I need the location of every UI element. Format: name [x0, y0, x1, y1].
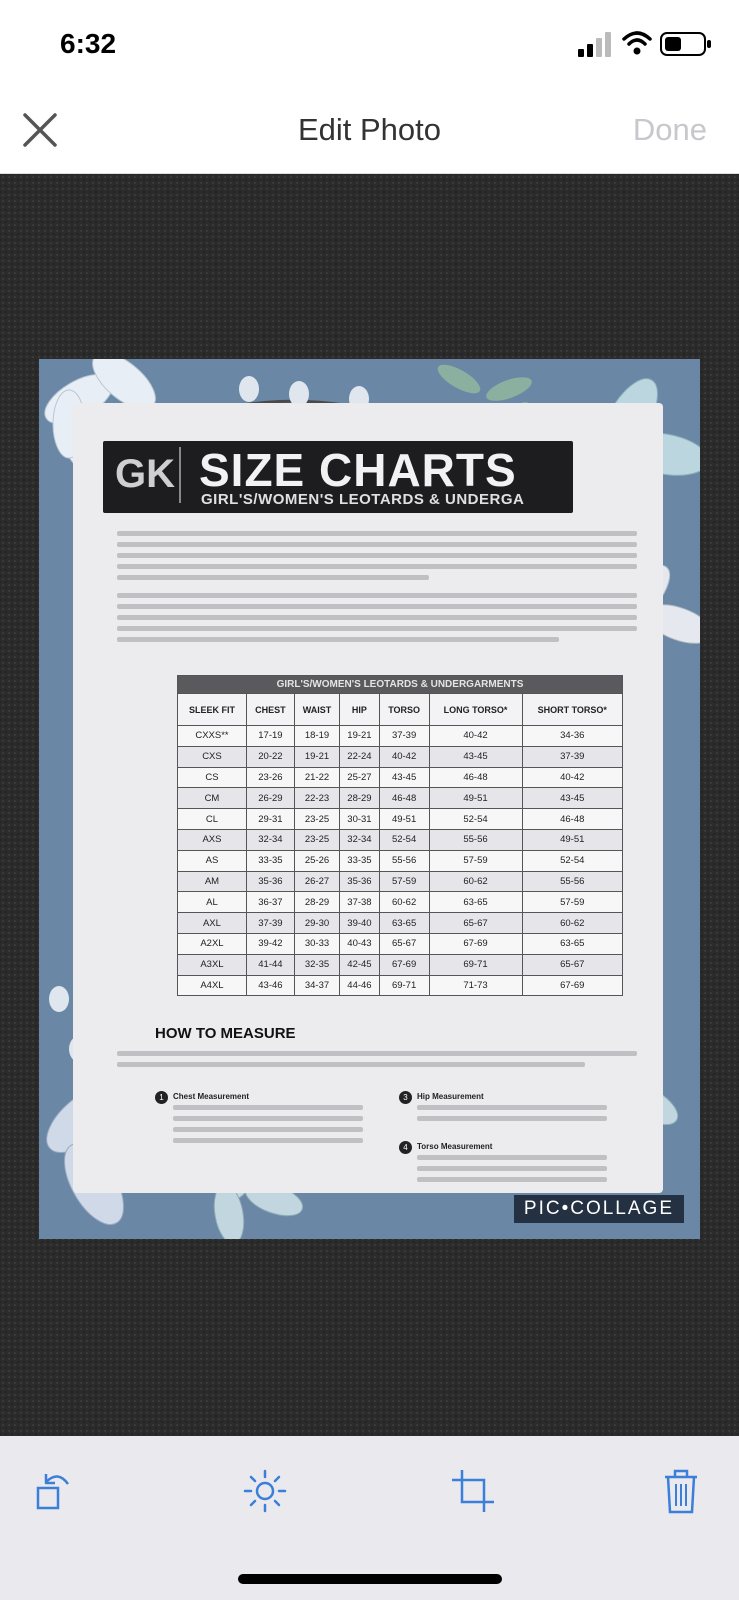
table-cell: 20-22 [246, 746, 294, 767]
table-cell: 43-45 [429, 746, 522, 767]
table-cell: CS [178, 767, 247, 788]
table-cell: 69-71 [379, 975, 429, 996]
table-cell: 36-37 [246, 892, 294, 913]
how-to-measure-title: HOW TO MEASURE [155, 1025, 296, 1042]
table-cell: AM [178, 871, 247, 892]
step-number: 4 [399, 1141, 412, 1154]
table-cell: 25-27 [340, 767, 380, 788]
instructions-paragraph [117, 593, 637, 648]
nav-bar [0, 88, 739, 174]
table-cell: 17-19 [246, 726, 294, 747]
table-cell: 46-48 [429, 767, 522, 788]
table-cell: 22-23 [294, 788, 339, 809]
table-row [178, 850, 623, 871]
table-cell: CM [178, 788, 247, 809]
step-number: 3 [399, 1091, 412, 1104]
table-cell: 63-65 [379, 913, 429, 934]
table-cell: 29-30 [294, 913, 339, 934]
table-cell: 65-67 [522, 954, 623, 975]
table-cell: 35-36 [246, 871, 294, 892]
hip-measurement-label: Hip Measurement [417, 1092, 484, 1101]
table-cell: AS [178, 850, 247, 871]
size-chart-body [178, 726, 623, 996]
table-cell: 57-59 [429, 850, 522, 871]
table-cell: 22-24 [340, 746, 380, 767]
col-header: TORSO [379, 694, 429, 726]
table-cell: 69-71 [429, 954, 522, 975]
home-indicator[interactable] [238, 1574, 502, 1584]
table-row [178, 809, 623, 830]
col-header: LONG TORSO* [429, 694, 522, 726]
table-cell: 23-25 [294, 809, 339, 830]
page-title: Edit Photo [297, 112, 442, 147]
table-cell: 28-29 [294, 892, 339, 913]
table-row [178, 767, 623, 788]
table-cell: 65-67 [379, 933, 429, 954]
table-cell: 41-44 [246, 954, 294, 975]
table-cell: 60-62 [429, 871, 522, 892]
status-bar [0, 0, 739, 88]
col-header: WAIST [294, 694, 339, 726]
table-cell: 44-46 [340, 975, 380, 996]
table-cell: 33-35 [340, 850, 380, 871]
table-row [178, 788, 623, 809]
table-cell: 65-67 [429, 913, 522, 934]
chest-paragraph [173, 1105, 363, 1149]
step-number: 1 [155, 1091, 168, 1104]
table-cell: 19-21 [340, 726, 380, 747]
done-button[interactable]: Done [632, 112, 707, 147]
table-cell: 30-33 [294, 933, 339, 954]
table-cell: 52-54 [429, 809, 522, 830]
table-cell: 43-46 [246, 975, 294, 996]
table-row [178, 913, 623, 934]
how-to-paragraph [117, 1051, 637, 1073]
brand-logo: GK [111, 447, 181, 503]
table-cell: 35-36 [340, 871, 380, 892]
table-row [178, 933, 623, 954]
table-cell: 30-31 [340, 809, 380, 830]
table-cell: 57-59 [379, 871, 429, 892]
size-chart-document [73, 403, 663, 1193]
photo-canvas [0, 174, 739, 1436]
table-cell: 39-40 [340, 913, 380, 934]
table-cell: 43-45 [522, 788, 623, 809]
table-cell: CXS [178, 746, 247, 767]
table-cell: 40-42 [522, 767, 623, 788]
table-cell: 26-27 [294, 871, 339, 892]
table-cell: 52-54 [522, 850, 623, 871]
table-cell: 32-34 [340, 829, 380, 850]
table-cell: 37-39 [246, 913, 294, 934]
table-cell: 42-45 [340, 954, 380, 975]
crop-icon[interactable] [448, 1466, 498, 1516]
table-cell: 32-34 [246, 829, 294, 850]
table-cell: 55-56 [379, 850, 429, 871]
table-cell: 37-39 [522, 746, 623, 767]
table-cell: 60-62 [379, 892, 429, 913]
table-row [178, 746, 623, 767]
table-cell: 37-38 [340, 892, 380, 913]
table-row [178, 726, 623, 747]
status-time: 6:32 [60, 28, 117, 59]
table-row [178, 871, 623, 892]
table-cell: AL [178, 892, 247, 913]
table-cell: 23-25 [294, 829, 339, 850]
table-cell: 49-51 [379, 809, 429, 830]
table-cell: 55-56 [429, 829, 522, 850]
table-cell: 19-21 [294, 746, 339, 767]
torso-paragraph [417, 1155, 607, 1188]
intro-paragraph [117, 531, 637, 586]
col-header: SLEEK FIT [178, 694, 247, 726]
table-cell: A2XL [178, 933, 247, 954]
table-cell: 46-48 [522, 809, 623, 830]
torso-measurement-label: Torso Measurement [417, 1142, 493, 1151]
table-row [178, 892, 623, 913]
table-cell: 18-19 [294, 726, 339, 747]
table-cell: 28-29 [340, 788, 380, 809]
banner-subtitle: GIRL'S/WOMEN'S LEOTARDS & UNDERGA [201, 491, 525, 508]
size-chart-banner [103, 441, 573, 513]
table-cell: 34-37 [294, 975, 339, 996]
table-cell: 67-69 [522, 975, 623, 996]
table-cell: AXS [178, 829, 247, 850]
table-cell: 26-29 [246, 788, 294, 809]
table-row [178, 975, 623, 996]
col-header: CHEST [246, 694, 294, 726]
chest-measurement-label: Chest Measurement [173, 1092, 250, 1101]
table-cell: 23-26 [246, 767, 294, 788]
brightness-icon[interactable] [240, 1466, 290, 1516]
table-cell: 46-48 [379, 788, 429, 809]
table-cell: 49-51 [522, 829, 623, 850]
rotate-icon[interactable] [32, 1466, 82, 1516]
table-cell: 67-69 [429, 933, 522, 954]
table-cell: 49-51 [429, 788, 522, 809]
table-cell: 63-65 [429, 892, 522, 913]
table-cell: 32-35 [294, 954, 339, 975]
table-cell: CXXS** [178, 726, 247, 747]
table-cell: 67-69 [379, 954, 429, 975]
table-cell: CL [178, 809, 247, 830]
table-cell: AXL [178, 913, 247, 934]
table-cell: 71-73 [429, 975, 522, 996]
size-chart-table [177, 675, 623, 996]
col-header: SHORT TORSO* [522, 694, 623, 726]
col-header: HIP [340, 694, 380, 726]
table-cell: 63-65 [522, 933, 623, 954]
table-cell: 37-39 [379, 726, 429, 747]
hip-paragraph [417, 1105, 607, 1127]
table-cell: 52-54 [379, 829, 429, 850]
table-caption: GIRL'S/WOMEN'S LEOTARDS & UNDERGARMENTS [178, 676, 623, 694]
table-row [178, 829, 623, 850]
table-cell: 43-45 [379, 767, 429, 788]
table-cell: A3XL [178, 954, 247, 975]
table-cell: 39-42 [246, 933, 294, 954]
table-cell: 34-36 [522, 726, 623, 747]
trash-icon[interactable] [656, 1466, 706, 1516]
battery-icon [660, 32, 712, 56]
cellular-signal-icon [578, 32, 614, 58]
table-cell: 25-26 [294, 850, 339, 871]
table-row [178, 954, 623, 975]
table-cell: 29-31 [246, 809, 294, 830]
banner-title: SIZE CHARTS [199, 444, 517, 496]
table-cell: 33-35 [246, 850, 294, 871]
table-cell: 40-42 [429, 726, 522, 747]
table-cell: 40-42 [379, 746, 429, 767]
table-cell: 60-62 [522, 913, 623, 934]
table-cell: 21-22 [294, 767, 339, 788]
edited-photo[interactable] [39, 359, 700, 1239]
table-cell: 40-43 [340, 933, 380, 954]
table-cell: 57-59 [522, 892, 623, 913]
table-cell: A4XL [178, 975, 247, 996]
table-cell: 55-56 [522, 871, 623, 892]
wifi-icon [622, 30, 652, 56]
pic-collage-watermark: PIC•COLLAGE [514, 1195, 684, 1223]
